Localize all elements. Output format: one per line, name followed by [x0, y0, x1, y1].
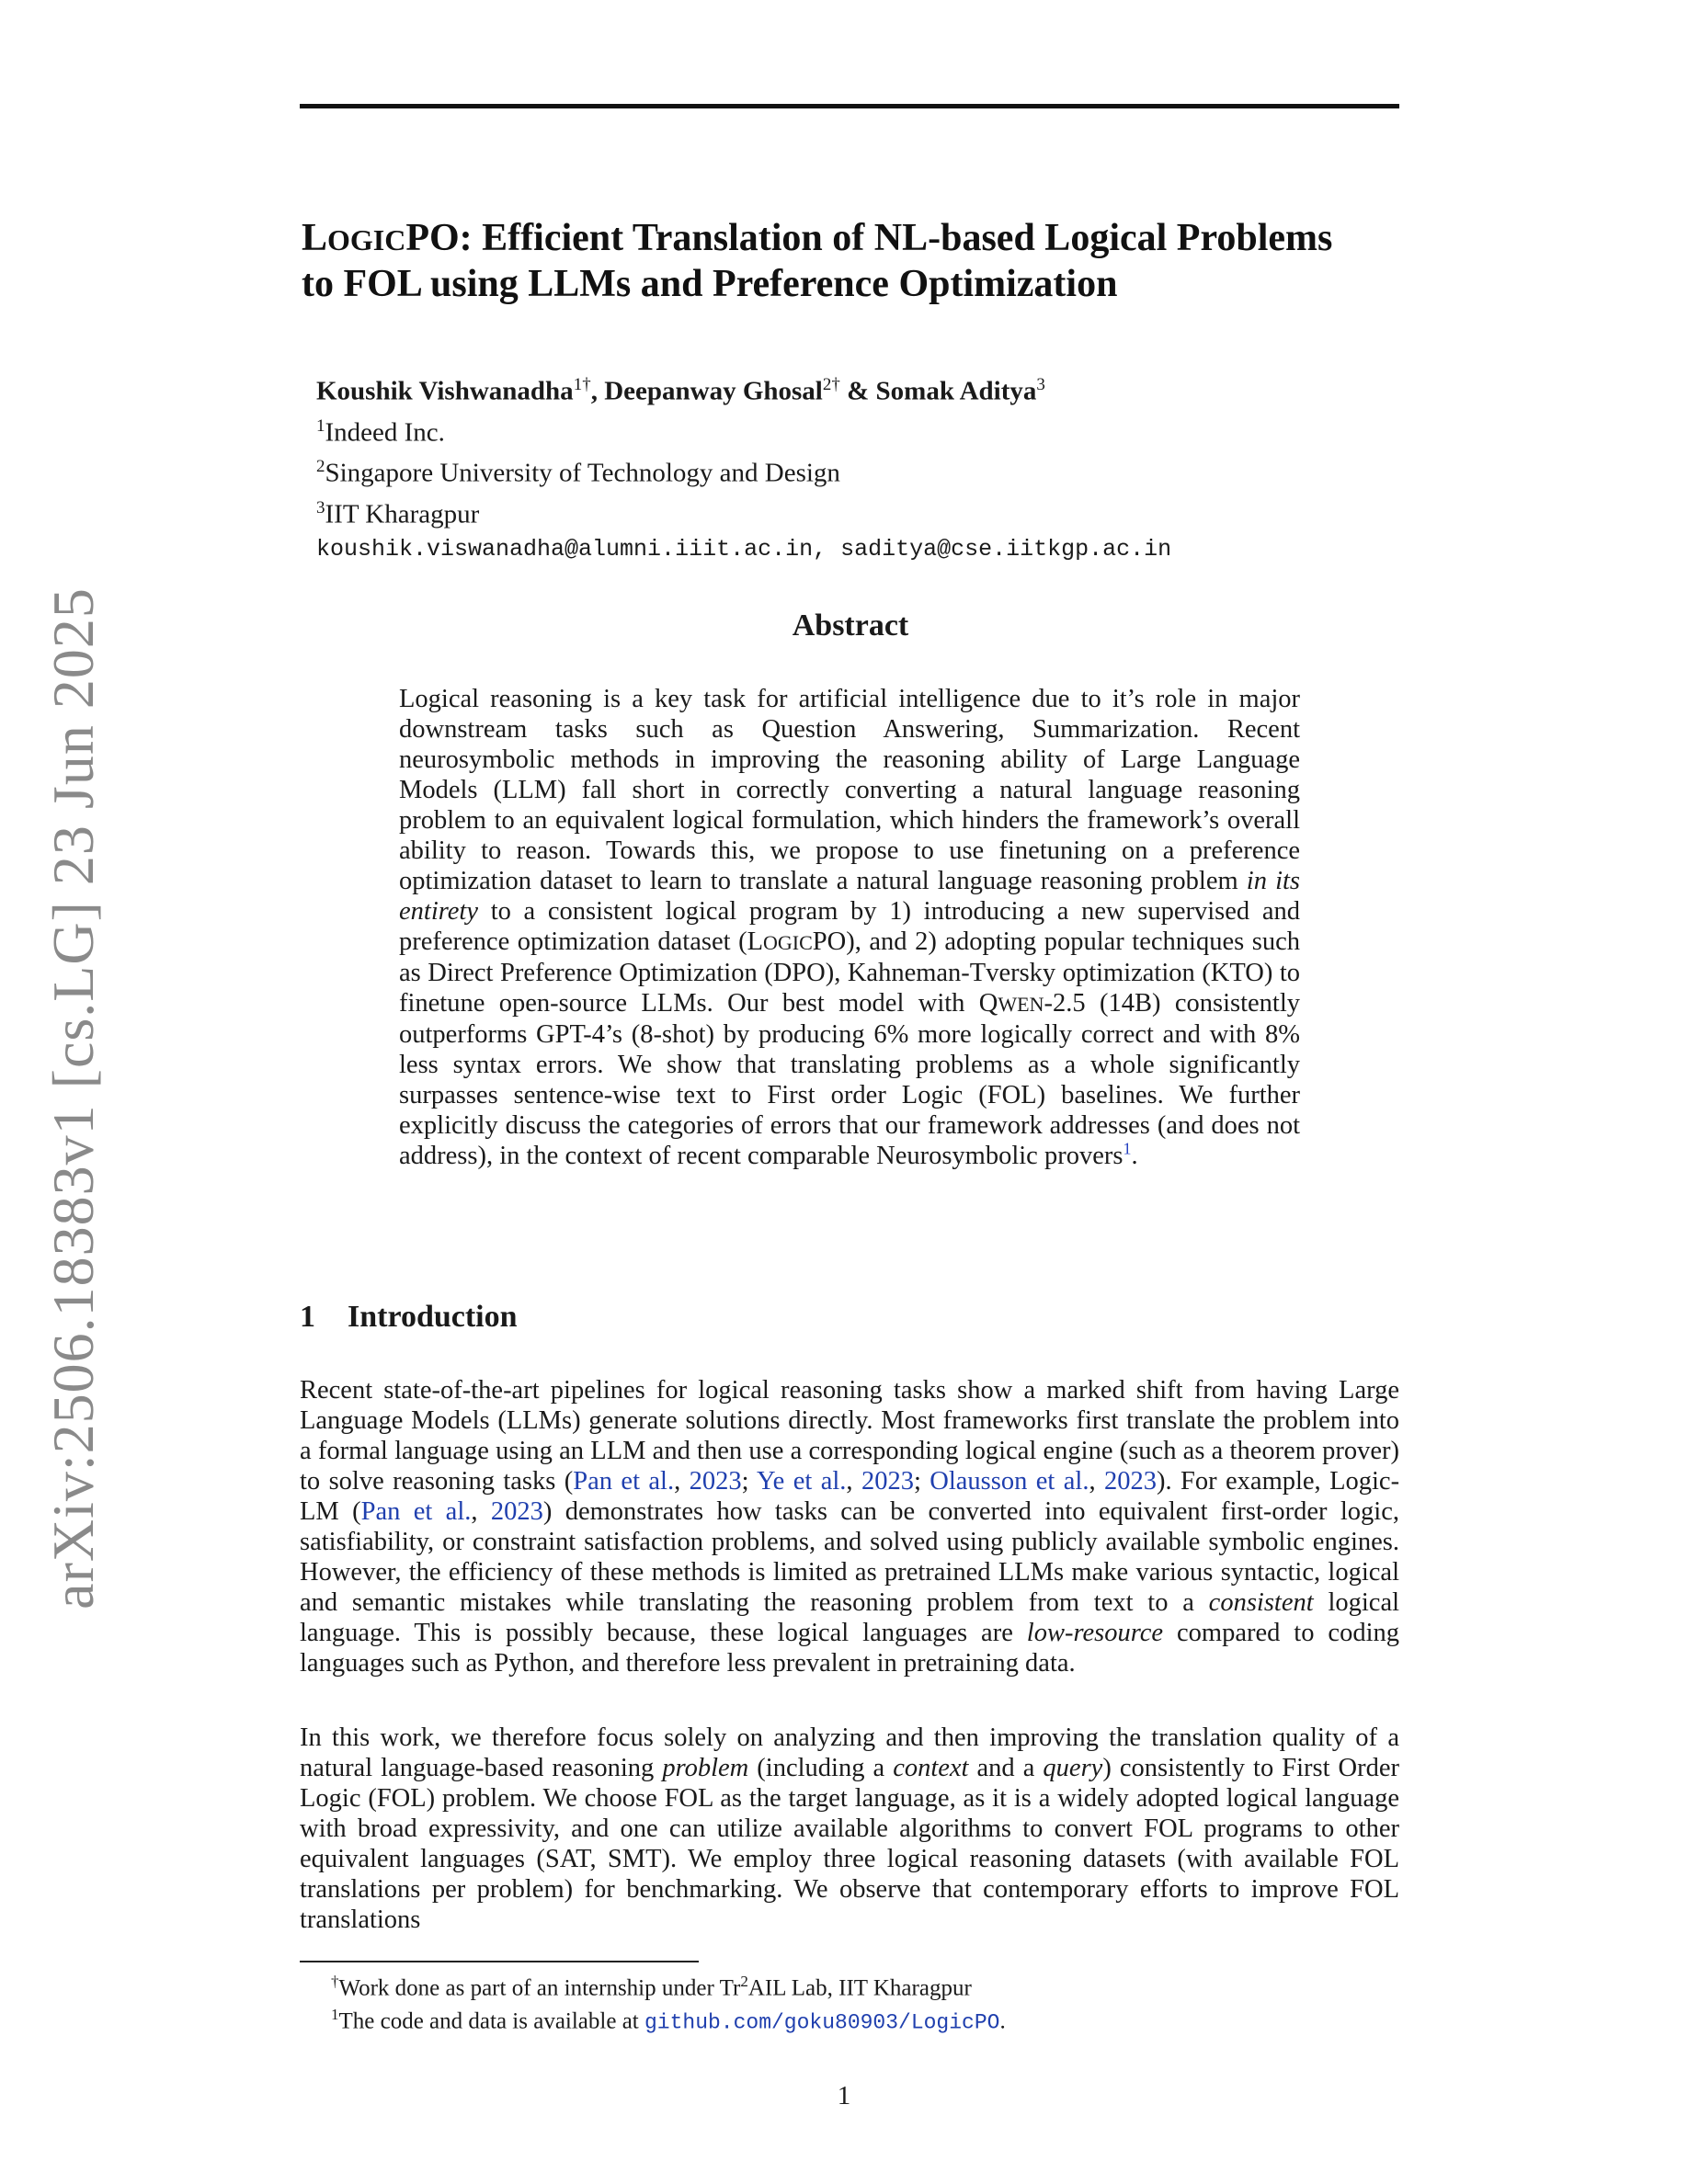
footnote-text: AIL Lab, IIT Kharagpur	[747, 1975, 972, 2001]
citation-link[interactable]: Pan et al.	[360, 1497, 472, 1526]
affiliation	[316, 449, 1374, 491]
author-name: Deepanway Ghosal	[604, 376, 823, 406]
paragraph-text: ). For example, Logic-LM (	[300, 1467, 1400, 1526]
smallcaps-initial: L	[747, 927, 763, 956]
section-number: 1	[300, 1300, 315, 1334]
affiliation-number: 3	[316, 497, 325, 518]
smallcaps-rest: OGIC	[763, 931, 813, 954]
author-mark: 3	[1036, 375, 1045, 394]
affiliation-name: Singapore University of Technology and Design	[325, 458, 840, 488]
citation-year-link[interactable]: 2023	[1104, 1467, 1157, 1496]
author-ampersand: &	[847, 376, 870, 406]
title-smallcaps-rest: OGIC	[327, 223, 406, 256]
affiliation-name: IIT Kharagpur	[325, 499, 480, 529]
abstract-emphasis: in its entirety	[399, 867, 1300, 926]
section-heading-introduction	[300, 1300, 518, 1335]
abstract-text: to a consistent logical program by 1) introducing a new supervised and preference optimization dataset (	[399, 897, 1301, 956]
paragraph-text: compared to coding languages such as Python, and therefore less prevalent in pretraining data.	[300, 1619, 1399, 1678]
intro-paragraph-1: Recent state-of-the-art pipelines for logical reasoning tasks show a marked shift from having Large Language Models (LLMs) generate solutions directly. Most frameworks first translate the problem into a formal language using an LLM and then use a corresponding logical engine (such as a theorem prover) to solve reasoning tasks (Pan et al., 2023; Ye et al., 2023; Olausson et al., 2023). For example, Logic-LM (Pan et al., 2023) demonstrates how tasks can be converted into equivalent first-order logic, satisfiability, or constraint satisfaction problems, and solved using publicly available symbolic engines. However, the efficiency of these methods is limited as pretrained LLMs make various syntactic, logical and semantic mistakes while translating the reasoning problem from text to a consistent logical language. This is possibly because, these logical languages are low-resource compared to coding languages such as Python, and therefore less prevalent in pretraining data.	[300, 1376, 1400, 1678]
citation-year-link[interactable]: 2023	[689, 1467, 742, 1496]
abstract-heading: Abstract	[792, 609, 909, 643]
author-name: Koushik Vishwanadha	[316, 376, 574, 406]
title-line-2: to FOL using LLMs and Preference Optimization	[302, 263, 1118, 305]
section-title: Introduction	[348, 1300, 518, 1334]
author-name: Somak Aditya	[875, 376, 1037, 406]
affiliation-name: Indeed Inc.	[325, 417, 445, 448]
footnote-text: Work done as part of an internship under Tr	[338, 1975, 741, 2001]
emphasis: context	[893, 1754, 969, 1782]
abstract-body	[399, 684, 1300, 1171]
top-rule	[300, 104, 1399, 108]
title-smallcaps-initial: L	[302, 217, 328, 259]
abstract-end: .	[1131, 1142, 1138, 1170]
footnote-mark: 1	[331, 2006, 339, 2023]
affiliation-number: 2	[316, 457, 325, 477]
paragraph-text: In this work, we therefore focus solely on analyzing and then improving the translation quality of a natural language-based reasoning	[300, 1723, 1399, 1782]
paper-title	[302, 216, 1405, 306]
author-emails: koushik.viswanadha@alumni.iiit.ac.in, saditya@cse.iitkgp.ac.in	[316, 535, 1172, 563]
emphasis: problem	[662, 1754, 749, 1782]
smallcaps-rest: WEN	[998, 993, 1044, 1016]
footnote-rule	[300, 1961, 699, 1962]
affiliation	[316, 409, 1374, 450]
title-line-1-rest: PO: Efficient Translation of NL-based Logical Problems	[405, 217, 1333, 259]
footnote-end: .	[999, 2008, 1006, 2034]
page-number: 1	[837, 2081, 851, 2110]
emphasis: consistent	[1208, 1588, 1314, 1617]
abstract-text: Logical reasoning is a key task for artificial intelligence due to it’s role in major downstream tasks such as Question Answering, Summarization. Recent neurosymbolic methods in improving the reasoning ability of Large Language Models (LLM) fall short in correctly converting a natural language reasoning problem to an equivalent logical formulation, which hinders the framework’s overall ability to reason. Towards this, we propose to use finetuning on a preference optimization dataset to learn to translate a natural language reasoning problem	[399, 685, 1300, 895]
paragraph-text: ) demonstrates how tasks can be converted into equivalent first-order logic, satisfiability, or constraint satisfaction problems, and solved using publicly available symbolic engines. However, the efficiency of these methods is limited as pretrained LLMs make various syntactic, logical and semantic mistakes while translating the reasoning problem from text to a	[300, 1497, 1399, 1617]
citation-link[interactable]: Pan et al.	[573, 1467, 675, 1496]
citation-link[interactable]: Ye et al.	[756, 1467, 847, 1496]
abstract-text: PO), and 2) adopting popular techniques such as Direct Preference Optimization (DPO), Kahneman-Tversky optimization (KTO) to finetune open-source LLMs. Our best model with	[399, 927, 1300, 1018]
author-mark: 1†	[573, 375, 591, 394]
emphasis: query	[1043, 1754, 1103, 1782]
repository-link[interactable]: github.com/goku80903/LogicPO	[644, 2010, 1000, 2035]
footnote-superscript: 2	[740, 1973, 748, 1990]
arxiv-identifier: arXiv:2506.18383v1 [cs.LG] 23 Jun 2025	[40, 587, 106, 1610]
affiliation	[316, 491, 1374, 532]
paragraph-text: ) consistently to First Order Logic (FOL) problem. We choose FOL as the target language, as it is a widely adopted logical language with broad expressivity, and one can utilize available algorithms to convert FOL programs to other equivalent languages (SAT, SMT). We employ three logical reasoning datasets (with available FOL translations per problem) for benchmarking. We observe that contemporary efforts to improve FOL translations	[300, 1754, 1400, 1934]
citation-year-link[interactable]: 2023	[490, 1497, 543, 1526]
citation-link[interactable]: Olausson et al.	[930, 1467, 1089, 1496]
footnote-ref-link[interactable]: 1	[1123, 1139, 1132, 1158]
author-mark: 2†	[822, 375, 840, 394]
footnote-mark: †	[331, 1973, 339, 1990]
abstract-text: -2.5 (14B) consistently outperforms GPT-4’s (8-shot) by producing 6% more logically correct and with 8% less syntax errors. We show that translating problems as a whole significantly surpasses sentence-wise text to First order Logic (FOL) baselines. We further explicitly discuss the categories of errors that our framework addresses (and does not address), in the context of recent comparable Neurosymbolic provers	[399, 989, 1300, 1170]
arxiv-sidebar-stamp	[40, 587, 107, 1610]
intro-paragraph-2	[300, 1723, 1399, 1935]
author-separator: ,	[590, 376, 598, 406]
footnote-text: The code and data is available at	[338, 2008, 639, 2034]
paragraph-text: (including a	[757, 1754, 885, 1782]
smallcaps-initial: Q	[978, 989, 998, 1018]
footnote-internship	[331, 1968, 1342, 2002]
paragraph-text: and a	[976, 1754, 1035, 1782]
citation-year-link[interactable]: 2023	[861, 1467, 914, 1496]
author-list	[316, 368, 1374, 409]
author-block	[316, 368, 1374, 565]
emphasis: low-resource	[1026, 1619, 1164, 1647]
footnote-code-availability	[331, 2001, 1342, 2036]
paragraph-text: Recent state-of-the-art pipelines for logical reasoning tasks show a marked shift from having Large Language Models (LLMs) generate solutions directly. Most frameworks first translate the problem into a formal language using an LLM and then use a corresponding logical engine (such as a theorem prover) to solve reasoning tasks (	[300, 1376, 1399, 1496]
paragraph-text: logical language. This is possibly because, these logical languages are	[300, 1588, 1400, 1647]
affiliation-number: 1	[316, 415, 325, 436]
